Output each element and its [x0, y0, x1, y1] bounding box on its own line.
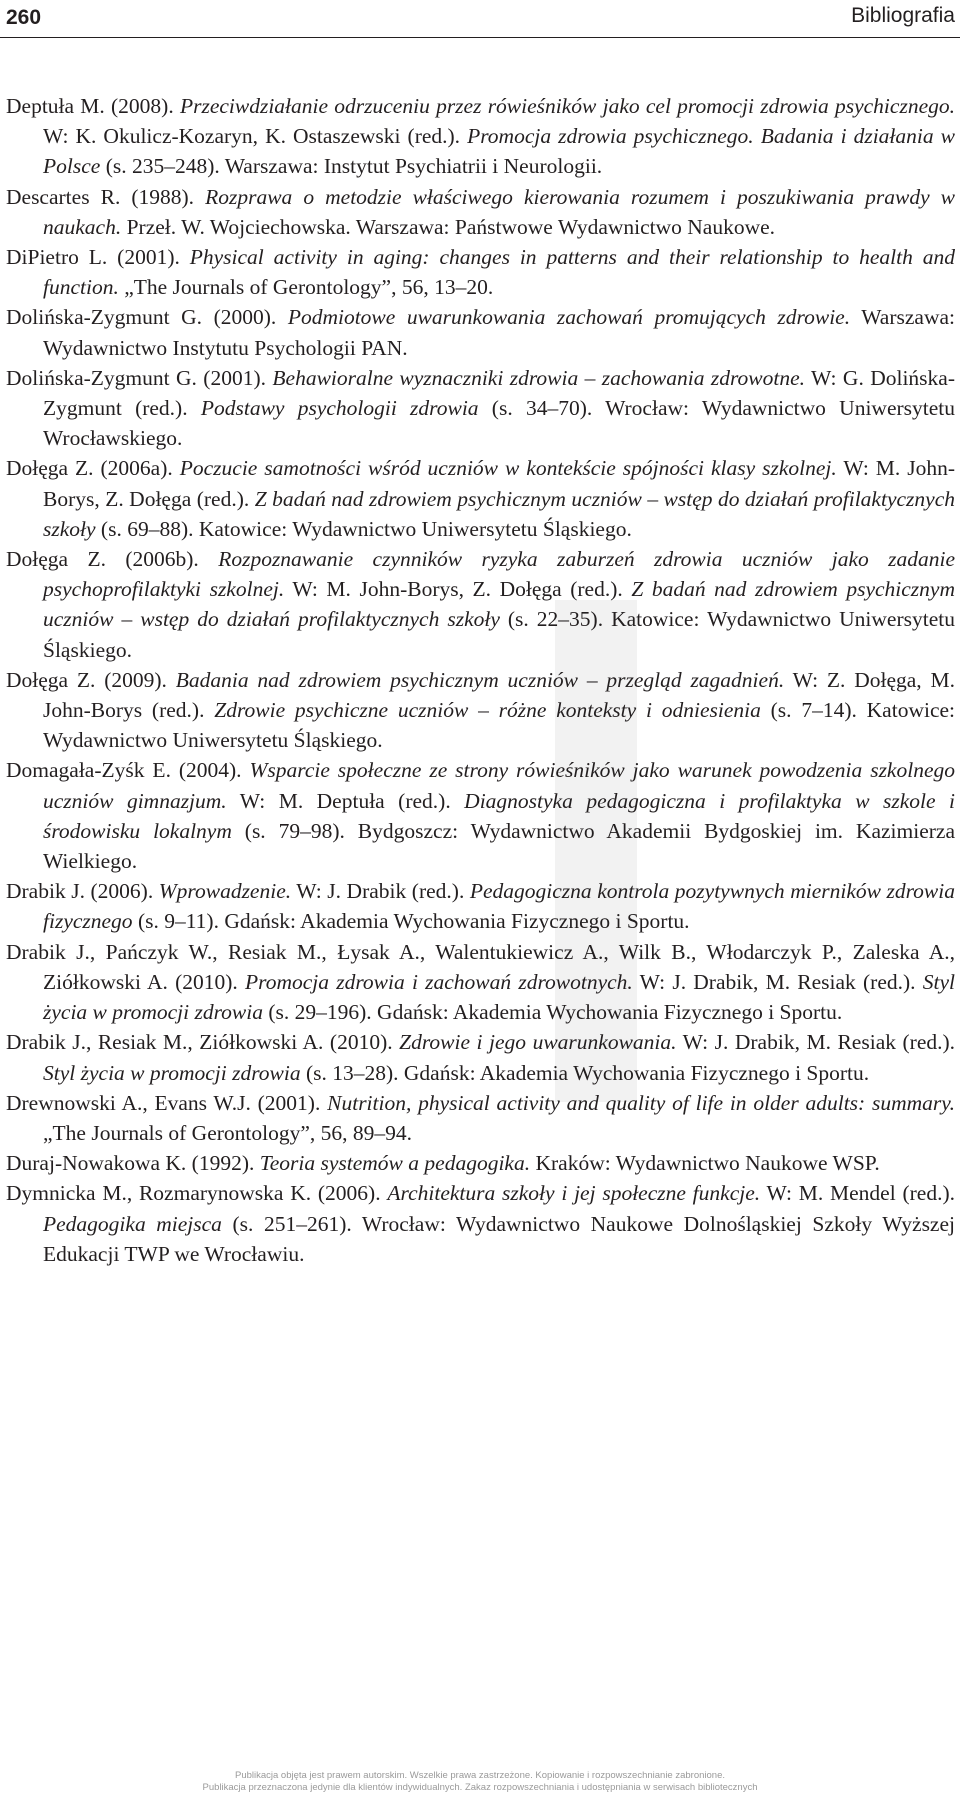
- bibliography-entry: [6, 1088, 955, 1148]
- entry-title-italic: Nutrition, physical activity and quality of life in older adults: summary.: [327, 1090, 955, 1115]
- entry-text: DiPietro L. (2001).: [6, 245, 190, 270]
- entry-text: W: G. Dolińska-Zygmunt (red.).: [43, 365, 956, 421]
- bibliography-entry: [6, 1027, 955, 1087]
- entry-text: Dołęga Z. (2006b).: [6, 547, 219, 572]
- entry-text: (s. 13–28). Gdańsk: Akademia Wychowania Fizycznego i Sportu.: [300, 1060, 870, 1085]
- bibliography-entry: [6, 1178, 955, 1269]
- entry-text: (s. 22–35). Katowice: Wydawnictwo Uniwersytetu Śląskiego.: [43, 607, 955, 662]
- entry-text: „The Journals of Gerontology”, 56, 13–20.: [118, 275, 494, 300]
- entry-text: Dołęga Z. (2009).: [6, 667, 176, 692]
- bibliography-entry: [6, 876, 955, 936]
- entry-text: W: Z. Dołęga, M. John-Borys (red.).: [43, 667, 955, 723]
- copyright-line-2: Publikacja przeznaczona jedynie dla klientów indywidualnych. Zakaz rozpowszechniania i udostępniania w serwisach bibliotecznych: [202, 1782, 758, 1793]
- entry-title-italic: Diagnostyka pedagogiczna i profilaktyka w szkole i środowisku lokalnym: [43, 788, 955, 843]
- entry-title-italic: Podstawy psychologii zdrowia: [200, 396, 479, 421]
- entry-text: (s. 34–70). Wrocław: Wydawnictwo Uniwersytetu Wrocławskiego.: [43, 396, 956, 451]
- bibliography-entry: [6, 182, 955, 242]
- bibliography-entry: [6, 242, 955, 302]
- entry-text: Dymnicka M., Rozmarynowska K. (2006).: [6, 1181, 388, 1206]
- entry-text: Deptuła M. (2008).: [6, 94, 180, 118]
- entry-text: W: M. John-Borys, Z. Dołęga (red.).: [284, 577, 632, 602]
- entry-title-italic: Pedagogiczna kontrola pozytywnych mierników zdrowia fizycznego: [43, 879, 955, 934]
- entry-text: W: J. Drabik, M. Resiak (red.).: [676, 1030, 956, 1055]
- entry-title-italic: Architektura szkoły i jej społeczne funkcje.: [387, 1181, 761, 1206]
- entry-title-italic: Wsparcie społeczne ze strony rówieśników jako warunek powodzenia szkolnego uczniów gimnazjum.: [43, 758, 955, 813]
- bibliography-entry: [6, 755, 955, 876]
- entry-text: Drabik J., Pańczyk W., Resiak M., Łysak A., Walentukiewicz A., Wilk B., Włodarczyk P., Zaleska A., Ziółkowski A. (2010).: [6, 939, 955, 994]
- entry-text: (s. 79–98). Bydgoszcz: Wydawnictwo Akademii Bydgoskiej im. Kazimierza Wielkiego.: [43, 818, 955, 874]
- entry-title-italic: Zdrowie psychiczne uczniów – różne konteksty i odniesienia: [214, 698, 761, 723]
- bibliography-entry: [6, 91, 955, 182]
- entry-title-italic: Physical activity in aging: changes in patterns and their relationship to health and function.: [43, 245, 955, 300]
- bibliography-entry: [6, 302, 955, 362]
- bibliography-entry: [6, 453, 955, 544]
- entry-text: (s. 29–196). Gdańsk: Akademia Wychowania Fizycznego i Sportu.: [262, 1000, 843, 1025]
- entry-text: W: M. John-Borys, Z. Dołęga (red.).: [43, 456, 955, 511]
- entry-title-italic: Teoria systemów a pedagogika.: [259, 1151, 531, 1176]
- entry-text: W: K. Okulicz-Kozaryn, K. Ostaszewski (red.).: [43, 124, 468, 149]
- page-number: 260: [6, 6, 42, 29]
- entry-title-italic: Rozprawa o metodzie właściwego kierowania rozumem i poszukiwania prawdy w naukach.: [43, 184, 955, 239]
- entry-text: Descartes R. (1988).: [6, 184, 206, 209]
- entry-text: Drewnowski A., Evans W.J. (2001).: [6, 1090, 328, 1115]
- running-title: Bibliografia: [851, 4, 955, 27]
- entry-title-italic: Promocja zdrowia psychicznego. Badania i działania w Polsce: [43, 124, 955, 179]
- entry-title-italic: Badania nad zdrowiem psychicznym uczniów – przegląd zagadnień.: [175, 667, 785, 692]
- entry-title-italic: Podmiotowe uwarunkowania zachowań promujących zdrowie.: [287, 305, 851, 330]
- page-header: [0, 0, 960, 40]
- entry-title-italic: Wprowadzenie.: [158, 879, 292, 904]
- entry-title-italic: Z badań nad zdrowiem psychicznym uczniów – wstęp do działań profilaktycznych szkoły: [43, 577, 955, 632]
- entry-text: W: J. Drabik (red.).: [291, 879, 470, 904]
- bibliography-entry: [6, 544, 955, 665]
- entry-text: Duraj-Nowakowa K. (1992).: [6, 1151, 260, 1176]
- entry-text: (s. 235–248). Warszawa: Instytut Psychiatrii i Neurologii.: [100, 154, 603, 179]
- bibliography-list: [6, 91, 955, 1269]
- bibliography-entry: [6, 363, 955, 454]
- entry-text: (s. 69–88). Katowice: Wydawnictwo Uniwersytetu Śląskiego.: [95, 516, 632, 541]
- entry-text: (s. 7–14). Katowice: Wydawnictwo Uniwersytetu Śląskiego.: [43, 698, 956, 753]
- bibliography-entry: [6, 937, 955, 1028]
- entry-text: (s. 9–11). Gdańsk: Akademia Wychowania Fizycznego i Sportu.: [132, 909, 690, 934]
- entry-text: Kraków: Wydawnictwo Naukowe WSP.: [530, 1151, 880, 1176]
- entry-text: W: J. Drabik, M. Resiak (red.).: [632, 969, 923, 994]
- entry-title-italic: Styl życia w promocji zdrowia: [43, 1060, 301, 1085]
- entry-text: Przeł. W. Wojciechowska. Warszawa: Państwowe Wydawnictwo Naukowe.: [121, 214, 776, 239]
- entry-title-italic: Rozpoznawanie czynników ryzyka zaburzeń zdrowia uczniów jako zadanie psychoprofilaktyki szkolnej.: [43, 547, 955, 602]
- entry-title-italic: Przeciwdziałanie odrzuceniu przez rówieśników jako cel promocji zdrowia psychicznego.: [179, 94, 955, 118]
- entry-text: W: M. Deptuła (red.).: [226, 788, 465, 813]
- entry-text: Dolińska-Zygmunt G. (2000).: [6, 305, 288, 330]
- entry-text: Dolińska-Zygmunt G. (2001).: [6, 365, 273, 390]
- entry-text: Domagała-Zyśk E. (2004).: [6, 758, 250, 783]
- bibliography-entry: [6, 1148, 955, 1178]
- bibliography-entry: [6, 665, 955, 756]
- entry-title-italic: Promocja zdrowia i zachowań zdrowotnych.: [245, 969, 633, 994]
- header-rule: [0, 37, 960, 38]
- copyright-footer: [0, 1770, 960, 1794]
- entry-text: (s. 251–261). Wrocław: Wydawnictwo Naukowe Dolnośląskiej Szkoły Wyższej Edukacji TWP we Wrocławiu.: [43, 1211, 955, 1266]
- entry-text: Drabik J. (2006).: [6, 879, 159, 904]
- entry-text: W: M. Mendel (red.).: [760, 1181, 955, 1206]
- entry-title-italic: Z badań nad zdrowiem psychicznym uczniów – wstęp do działań profilaktycznych szkoły: [43, 486, 955, 541]
- entry-title-italic: Styl życia w promocji zdrowia: [43, 969, 955, 1025]
- copyright-line-1: Publikacja objęta jest prawem autorskim. Wszelkie prawa zastrzeżone. Kopiowanie i rozpowszechnianie zabronione.: [234, 1770, 726, 1781]
- entry-title-italic: Behawioralne wyznaczniki zdrowia – zachowania zdrowotne.: [272, 365, 806, 390]
- entry-text: Warszawa: Wydawnictwo Instytutu Psychologii PAN.: [43, 305, 956, 360]
- entry-title-italic: Pedagogika miejsca: [43, 1211, 222, 1236]
- entry-title-italic: Poczucie samotności wśród uczniów w kontekście spójności klasy szkolnej.: [179, 456, 837, 481]
- entry-text: Dołęga Z. (2006a).: [6, 456, 180, 481]
- entry-text: Drabik J., Resiak M., Ziółkowski A. (2010).: [6, 1030, 400, 1055]
- entry-text: „The Journals of Gerontology”, 56, 89–94.: [43, 1120, 413, 1145]
- entry-title-italic: Zdrowie i jego uwarunkowania.: [399, 1030, 677, 1055]
